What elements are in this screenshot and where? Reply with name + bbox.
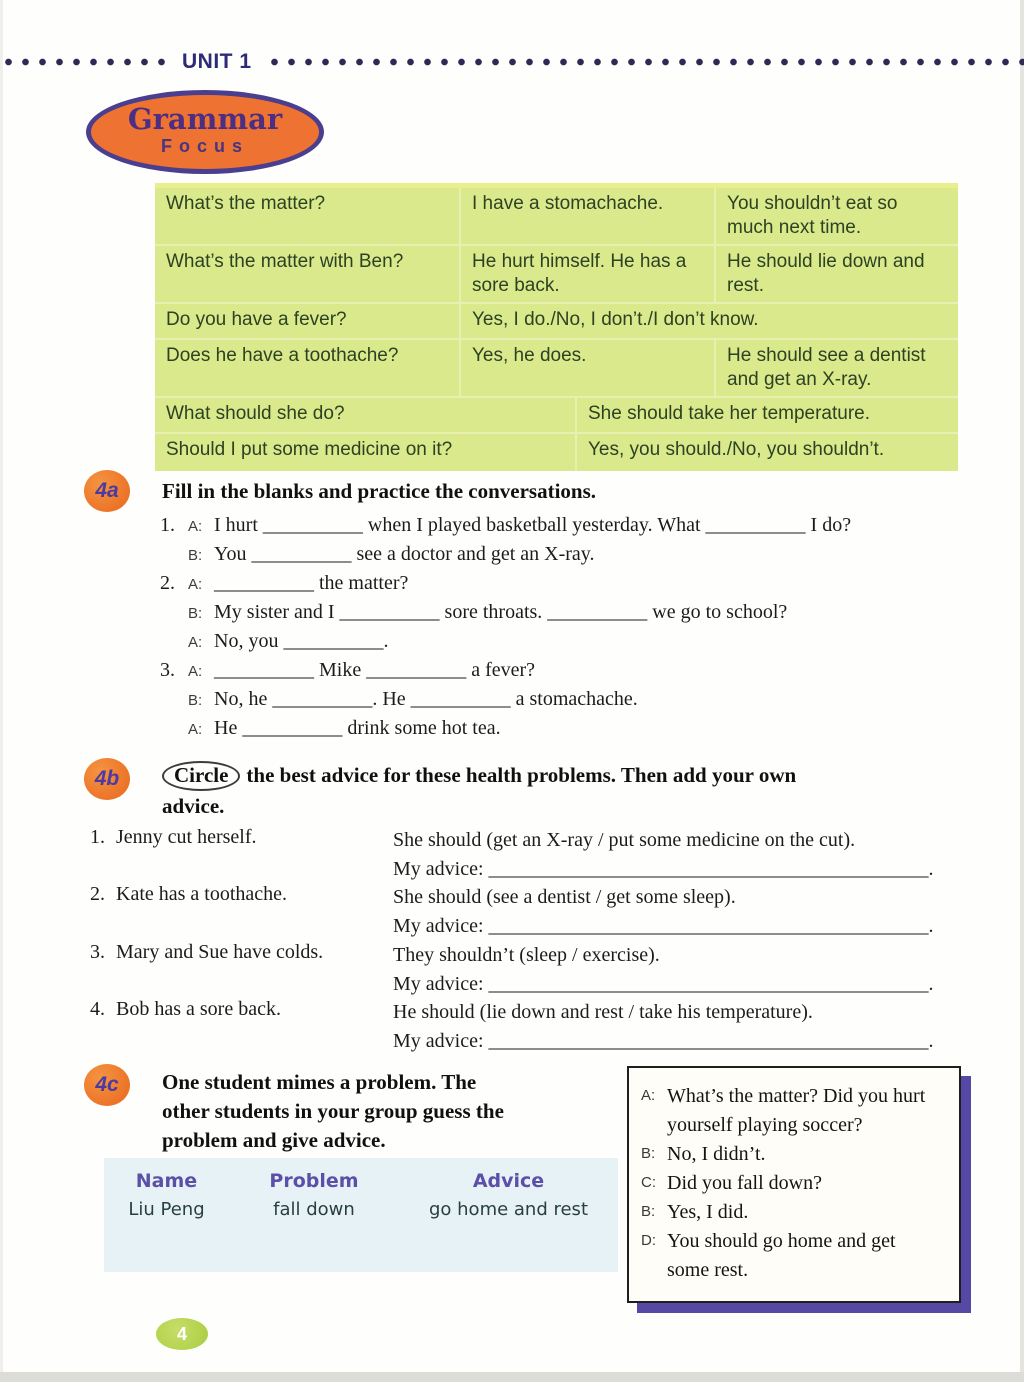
line-text: You __________ see a doctor and get an X-ray. bbox=[214, 543, 595, 565]
advice-block bbox=[393, 941, 968, 999]
dialog-text: Did you fall down? bbox=[667, 1172, 822, 1194]
grammar-focus-badge bbox=[86, 90, 324, 174]
unit-title: UNIT 1 bbox=[182, 50, 252, 73]
table-cell: He should lie down and rest. bbox=[715, 245, 958, 303]
my-advice-line bbox=[393, 1027, 968, 1056]
conversation-line bbox=[160, 514, 970, 543]
dialog-text: No, I didn’t. bbox=[667, 1143, 766, 1165]
speaker-label: B: bbox=[641, 1203, 656, 1220]
conversation-line bbox=[160, 601, 970, 630]
grammar-focus-line2: Focus bbox=[160, 136, 249, 156]
speaker-label: B: bbox=[188, 692, 203, 709]
column-header-name: Name bbox=[135, 1170, 198, 1192]
my-advice-blank: ____________________________________________. bbox=[488, 1030, 934, 1052]
my-advice-label: My advice: bbox=[393, 915, 484, 937]
my-advice-blank: ____________________________________________. bbox=[488, 915, 934, 937]
section-4c-title bbox=[162, 1068, 622, 1155]
advice-block bbox=[393, 998, 968, 1056]
conversation-line bbox=[160, 630, 970, 659]
speaker-label: B: bbox=[188, 605, 203, 622]
mime-table-header bbox=[104, 1158, 618, 1192]
table-row bbox=[155, 245, 958, 303]
speaker-label: A: bbox=[641, 1087, 656, 1104]
section-4c-badge: 4c bbox=[84, 1064, 130, 1106]
table-cell: She should take her temperature. bbox=[576, 397, 958, 433]
advice-options: She should (get an X-ray / put some medicine on the cut). bbox=[393, 829, 856, 851]
line-text: No, he __________. He __________ a stomachache. bbox=[214, 688, 638, 710]
dialog-text: You should go home and get some rest. bbox=[667, 1230, 896, 1281]
section-4c-title-line: One student mimes a problem. The bbox=[162, 1070, 477, 1094]
my-advice-blank: ____________________________________________. bbox=[488, 973, 934, 995]
mime-table-row bbox=[104, 1199, 618, 1220]
section-4b-title-rest: the best advice for these health problems. Then add your own bbox=[246, 763, 797, 787]
dialog-text: What’s the matter? Did you hurt yourself playing soccer? bbox=[667, 1085, 926, 1136]
conversation-line bbox=[160, 688, 970, 717]
table-cell: Does he have a toothache? bbox=[155, 339, 460, 397]
cell-problem: fall down bbox=[273, 1199, 355, 1220]
line-text: He __________ drink some hot tea. bbox=[214, 717, 501, 739]
table-cell: Yes, he does. bbox=[460, 339, 715, 397]
my-advice-blank: ____________________________________________. bbox=[488, 858, 934, 880]
table-cell: Yes, I do./No, I don’t./I don’t know. bbox=[460, 303, 958, 339]
dialog-text: Yes, I did. bbox=[667, 1201, 749, 1223]
grammar-focus-line1: Grammar bbox=[127, 102, 283, 136]
section-4b-items bbox=[88, 826, 968, 1056]
table-cell: He should see a dentist and get an X-ray. bbox=[715, 339, 958, 397]
table-cell: I have a stomachache. bbox=[460, 186, 715, 246]
problem-label: Jenny cut herself. bbox=[116, 826, 257, 848]
table-row bbox=[155, 303, 958, 339]
section-4b-title-line2: advice. bbox=[162, 794, 225, 818]
problem-text bbox=[90, 941, 390, 964]
section-4b-title bbox=[162, 760, 962, 821]
section-4a-badge: 4a bbox=[84, 470, 130, 512]
speaker-label: B: bbox=[188, 547, 203, 564]
section-4c-title-line: other students in your group guess the bbox=[162, 1099, 504, 1123]
dotted-rule-left bbox=[0, 57, 168, 67]
table-cell: You shouldn’t eat so much next time. bbox=[715, 186, 958, 246]
section-4a-title: Fill in the blanks and practice the conversations. bbox=[162, 479, 597, 503]
conversation-line bbox=[160, 717, 970, 746]
problem-label: Bob has a sore back. bbox=[116, 998, 281, 1020]
problem-text bbox=[90, 998, 390, 1021]
circle-word: Circle bbox=[162, 761, 240, 791]
table-row bbox=[155, 339, 958, 397]
unit-header bbox=[0, 50, 1024, 74]
line-number: 3. bbox=[160, 659, 175, 681]
speaker-label: A: bbox=[188, 576, 203, 593]
table-row bbox=[155, 397, 958, 433]
column-header-problem: Problem bbox=[269, 1170, 359, 1192]
advice-options: They shouldn’t (sleep / exercise). bbox=[393, 944, 660, 966]
speaker-label: D: bbox=[641, 1232, 656, 1249]
line-number: 2. bbox=[160, 572, 175, 594]
section-4c-title-line: problem and give advice. bbox=[162, 1128, 386, 1152]
my-advice-label: My advice: bbox=[393, 1030, 484, 1052]
line-text: No, you __________. bbox=[214, 630, 389, 652]
page-edge-right bbox=[1020, 0, 1024, 1382]
line-text: __________ the matter? bbox=[214, 572, 409, 594]
conversation-line bbox=[160, 572, 970, 601]
cell-advice: go home and rest bbox=[428, 1199, 588, 1220]
line-number: 1. bbox=[160, 514, 175, 536]
dialog-line bbox=[641, 1169, 951, 1198]
item-number: 3. bbox=[90, 941, 105, 963]
speaker-label: A: bbox=[188, 518, 203, 535]
dialog-line bbox=[641, 1198, 951, 1227]
speaker-label: A: bbox=[188, 721, 203, 738]
problem-label: Kate has a toothache. bbox=[116, 883, 288, 905]
table-cell: Do you have a fever? bbox=[155, 303, 460, 339]
line-text: __________ Mike __________ a fever? bbox=[214, 659, 536, 681]
speaker-label: B: bbox=[641, 1145, 656, 1162]
item-number: 2. bbox=[90, 883, 105, 905]
table-row bbox=[155, 433, 958, 471]
problem-label: Mary and Sue have colds. bbox=[116, 941, 324, 963]
speaker-label: A: bbox=[188, 663, 203, 680]
dialog-line bbox=[641, 1082, 951, 1140]
my-advice-line bbox=[393, 970, 968, 999]
speaker-label: C: bbox=[641, 1174, 656, 1191]
example-dialog-box bbox=[627, 1066, 961, 1303]
line-text: I hurt __________ when I played basketball yesterday. What __________ I do? bbox=[214, 514, 852, 536]
table-cell: Yes, you should./No, you shouldn’t. bbox=[576, 433, 958, 471]
dialog-line bbox=[641, 1140, 951, 1169]
advice-block bbox=[393, 883, 968, 941]
dialog-line bbox=[641, 1227, 951, 1285]
mime-activity-table bbox=[104, 1158, 618, 1272]
problem-text bbox=[90, 826, 390, 849]
section-4a-conversations bbox=[160, 514, 970, 746]
item-number: 4. bbox=[90, 998, 105, 1020]
section-4b-badge: 4b bbox=[84, 758, 130, 800]
table-row bbox=[155, 186, 958, 246]
advice-options: She should (see a dentist / get some sleep). bbox=[393, 886, 736, 908]
my-advice-label: My advice: bbox=[393, 973, 484, 995]
dotted-rule-right bbox=[266, 57, 1024, 67]
item-number: 1. bbox=[90, 826, 105, 848]
table-cell: Should I put some medicine on it? bbox=[155, 433, 576, 471]
conversation-line bbox=[160, 543, 970, 572]
table-cell: What’s the matter? bbox=[155, 186, 460, 246]
table-cell: What should she do? bbox=[155, 397, 576, 433]
advice-block bbox=[393, 826, 968, 884]
advice-options: He should (lie down and rest / take his temperature). bbox=[393, 1001, 813, 1023]
page-edge-bottom bbox=[0, 1372, 1024, 1382]
page-edge-left bbox=[0, 0, 3, 1382]
page-number-badge: 4 bbox=[156, 1318, 208, 1350]
cell-name: Liu Peng bbox=[128, 1199, 205, 1220]
speaker-label: A: bbox=[188, 634, 203, 651]
table-cell: What’s the matter with Ben? bbox=[155, 245, 460, 303]
grammar-focus-table bbox=[155, 183, 958, 471]
column-header-advice: Advice bbox=[472, 1170, 545, 1192]
my-advice-line bbox=[393, 855, 968, 884]
my-advice-label: My advice: bbox=[393, 858, 484, 880]
table-cell: He hurt himself. He has a sore back. bbox=[460, 245, 715, 303]
problem-text bbox=[90, 883, 390, 906]
my-advice-line bbox=[393, 912, 968, 941]
conversation-line bbox=[160, 659, 970, 688]
line-text: My sister and I __________ sore throats. __________ we go to school? bbox=[214, 601, 788, 623]
